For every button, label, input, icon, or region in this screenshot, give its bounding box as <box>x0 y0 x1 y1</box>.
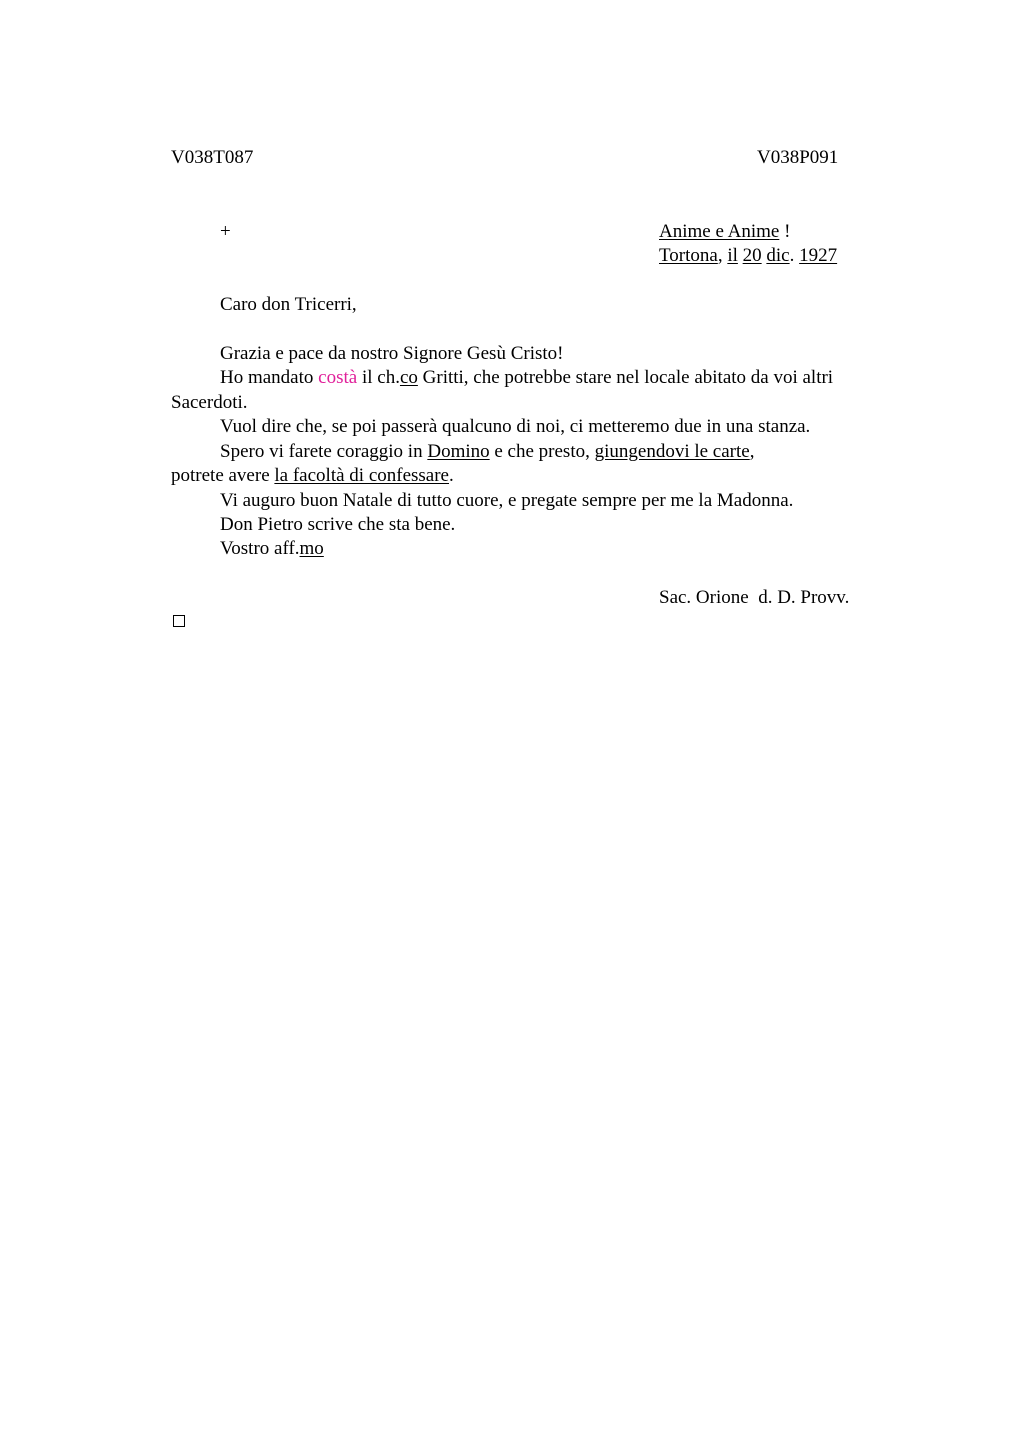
text-span: Vostro aff. <box>220 538 300 559</box>
closing <box>220 537 324 561</box>
end-square-icon <box>173 615 185 627</box>
motto-punct: ! <box>779 221 791 242</box>
motto-text: Anime e Anime <box>659 221 780 242</box>
dateline-il: il <box>727 245 738 266</box>
text-span: . <box>449 465 454 486</box>
dateline-sep: , <box>717 245 728 266</box>
text-span: e che presto, <box>489 441 595 462</box>
body-line-4: Vuol dire che, se poi passerà qualcuno di noi, ci metteremo due in una stanza. <box>220 416 811 437</box>
highlighted-word: costà <box>318 367 358 388</box>
signature: Sac. Orione d. D. Provv. <box>659 587 850 608</box>
salutation: Caro don Tricerri, <box>220 294 357 315</box>
abbreviation-superscript: co <box>399 367 418 388</box>
abbreviation-superscript: mo <box>299 538 324 559</box>
text-span: , <box>749 441 755 462</box>
underlined-phrase: la facoltà di confessare <box>274 465 449 486</box>
body-line-7: Vi auguro buon Natale di tutto cuore, e pregate sempre per me la Madonna. <box>220 490 794 511</box>
dateline-month: dic <box>766 245 790 266</box>
dateline-day: 20 <box>742 245 762 266</box>
text-span: Spero vi farete coraggio in <box>220 441 428 462</box>
underlined-phrase: Domino <box>427 441 490 462</box>
body-line-5 <box>220 440 754 464</box>
cross-symbol: + <box>220 221 231 242</box>
underlined-phrase: giungendovi le carte <box>594 441 750 462</box>
dateline <box>659 244 837 268</box>
document-code-left: V038T087 <box>171 147 254 168</box>
body-line-1: Grazia e pace da nostro Signore Gesù Cristo! <box>220 343 564 364</box>
dateline-sep: . <box>789 245 800 266</box>
text-span: Gritti, che potrebbe stare nel locale abitato da voi altri <box>417 367 834 388</box>
motto-line <box>659 220 790 244</box>
document-code-right: V038P091 <box>757 147 839 168</box>
text-span: il ch. <box>357 367 400 388</box>
text-span: Ho mandato <box>220 367 319 388</box>
body-line-8: Don Pietro scrive che sta bene. <box>220 514 456 535</box>
text-span: potrete avere <box>171 465 275 486</box>
body-line-6 <box>171 464 454 488</box>
body-line-3: Sacerdoti. <box>171 392 248 413</box>
dateline-city: Tortona <box>659 245 718 266</box>
dateline-year: 1927 <box>799 245 838 266</box>
body-line-2 <box>220 366 833 390</box>
